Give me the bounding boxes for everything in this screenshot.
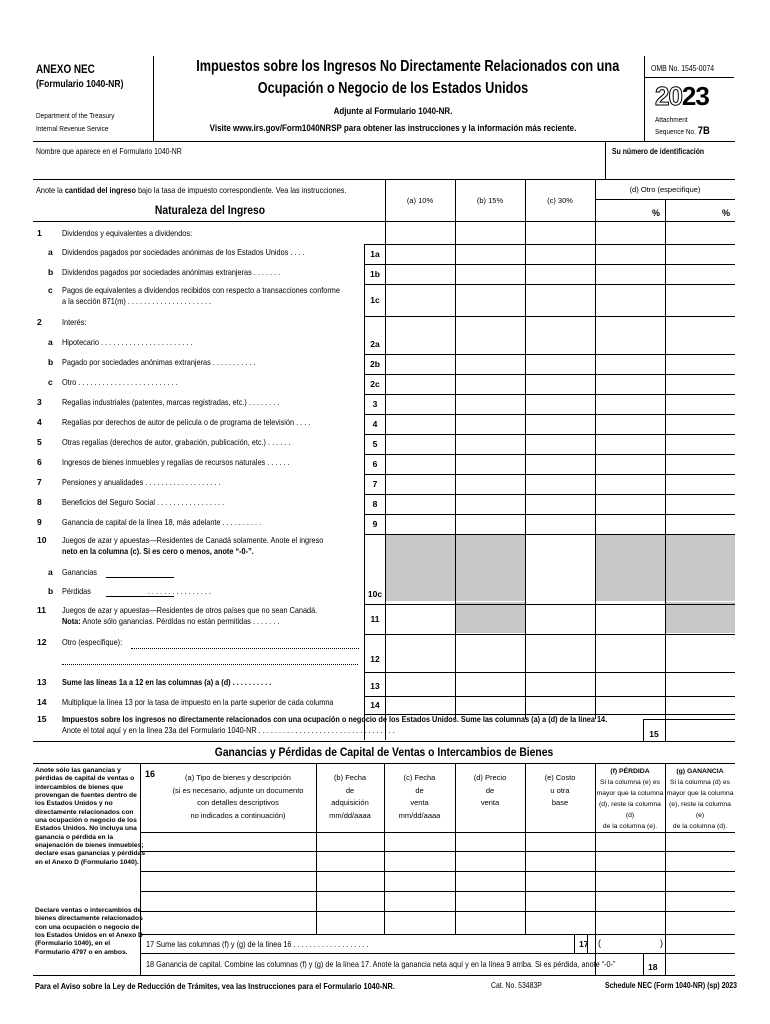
line17-paren-close: ) — [660, 938, 663, 948]
line-2a-col-b-input[interactable] — [456, 335, 524, 353]
line-1-text: Dividendos pagados por sociedades anónimas de los Estados Unidos . . . . — [62, 247, 305, 257]
line16-row5-col-g-input[interactable] — [666, 912, 735, 930]
line-1b-col-d1-input[interactable] — [596, 265, 664, 283]
line-6-col-d2-input[interactable] — [666, 455, 734, 473]
nature-of-income-heading: Naturaleza del Ingreso — [154, 203, 266, 217]
line-11-col-a-input[interactable] — [386, 605, 454, 633]
line-6-col-c-input[interactable] — [526, 455, 594, 473]
line-12-number: 7 — [37, 477, 42, 487]
line-2b-col-c-input[interactable] — [526, 355, 594, 373]
line-9-text: Regalías por derechos de autor de película o de programa de televisión . . . . — [62, 417, 311, 427]
col16c-header — [384, 772, 455, 822]
line16-row5-col-c-input[interactable] — [385, 912, 455, 930]
line16-row2-col-g-input[interactable] — [666, 852, 735, 870]
line-15-number: 10 — [37, 535, 47, 545]
cf-line: (d), reste la columna (d) — [599, 801, 661, 819]
line-6-col-a-input[interactable] — [386, 455, 454, 473]
line-3-text: Pagos de equivalentes a dividendos recibidos con respecto a transacciones conforme — [62, 285, 340, 295]
line-3-col-c-input[interactable] — [526, 395, 594, 413]
line-6-col-b-input[interactable] — [456, 455, 524, 473]
line-box-6: 6 — [372, 459, 378, 469]
line-1a-col-c-input[interactable] — [526, 245, 594, 263]
tax-year — [655, 82, 709, 110]
line-4-text: Interés: — [62, 317, 87, 327]
dept-irs: Internal Revenue Service — [36, 124, 109, 133]
footer-cat-no: Cat. No. 53483P — [491, 981, 542, 990]
line-1a-col-a-input[interactable] — [386, 245, 454, 263]
line16-row4-col-e-input[interactable] — [526, 892, 595, 910]
col-d-pct-1: % — [652, 208, 661, 218]
line16-row3-col-c-input[interactable] — [385, 872, 455, 890]
line-13-text: Beneficios del Seguro Social . . . . . . . . . . . . . . . . . — [62, 497, 225, 507]
line-8-col-d2-input[interactable] — [666, 495, 734, 513]
line-12-text: Pensiones y anualidades . . . . . . . . . . . . . . . . . . . — [62, 477, 221, 487]
line-8-col-d1-input[interactable] — [596, 495, 664, 513]
line16-row3-col-a-input[interactable] — [141, 872, 316, 890]
line-1c-col-d2-input[interactable] — [666, 285, 734, 315]
line-17-text: Pérdidas — [62, 586, 91, 596]
line-3-col-b-input[interactable] — [456, 395, 524, 413]
line16-row4-col-d-input[interactable] — [456, 892, 525, 910]
line-14-number: 9 — [37, 517, 42, 527]
line17-text: 17 Sume las columnas (f) y (g) de la línea 16 . . . . . . . . . . . . . . . . . . . — [146, 939, 369, 949]
side1-line: enajenación de bienes inmuebles; — [35, 842, 144, 850]
line-21-text: Multiplique la línea 13 por la tasa de impuesto en la parte superior de cada columna — [62, 697, 334, 707]
line-12-col-b-input[interactable] — [456, 647, 524, 671]
visit-instruction: Visite www.irs.gov/Form1040NRSP para obtener las instrucciones y la información más reciente. — [209, 123, 577, 134]
line-box-1b: 1b — [370, 269, 380, 279]
cd-line: (d) Precio — [473, 773, 507, 782]
line-box-2c: 2c — [370, 379, 380, 389]
line-13-col-a-input[interactable] — [386, 677, 454, 695]
cb-line: de — [345, 785, 355, 795]
col16d-header — [455, 772, 525, 810]
line16-row5-col-b-input[interactable] — [317, 912, 384, 930]
line16-row5-col-a-input[interactable] — [141, 912, 316, 930]
line-box-11: 11 — [370, 614, 380, 624]
footer-form-id: Schedule NEC (Form 1040-NR) (sp) 2023 — [605, 981, 737, 990]
name-field[interactable] — [36, 156, 604, 178]
line16-row4-col-g-input[interactable] — [666, 892, 735, 910]
line-7-col-d1-input[interactable] — [596, 475, 664, 493]
side2-line: bienes directamente relacionados — [35, 915, 143, 923]
line-9-col-d1-input[interactable] — [596, 515, 664, 533]
dept-treasury: Department of the Treasury — [36, 111, 115, 120]
line-16-text: Ganancias — [62, 567, 97, 577]
line17-loss-input[interactable] — [603, 936, 659, 951]
line-11-text: Ingresos de bienes inmuebles y regalías de recursos naturales . . . . . . — [62, 457, 290, 467]
line17-paren-open: ( — [598, 938, 601, 948]
line16-row4-col-c-input[interactable] — [385, 892, 455, 910]
line-7-text: Otro . . . . . . . . . . . . . . . . . . . . . . . . . — [62, 377, 178, 387]
col16b-header — [316, 772, 384, 822]
line-8-text: Regalías industriales (patentes, marcas registradas, etc.) . . . . . . . . — [62, 397, 280, 407]
line-15-text2: neto en la columna (c). Si es cero o menos, anote “-0-”. — [62, 546, 254, 556]
col-d-header: (d) Otro (especifique) — [629, 185, 701, 194]
line-4-col-d1-input[interactable] — [596, 415, 664, 433]
line-7-col-d2-input[interactable] — [666, 475, 734, 493]
form-title-line1: Impuestos sobre los Ingresos No Directamente Relacionados con una — [196, 58, 620, 75]
line-17-number: b — [48, 586, 54, 596]
line-2c-col-d2-input[interactable] — [666, 375, 734, 393]
line-box-12: 12 — [370, 654, 380, 664]
line-22-text: Impuestos sobre los ingresos no directamente relacionados con una ocupación o negocio de los Estados Unidos. Sume las columnas (a) a (d) de la línea 14. — [62, 714, 608, 724]
line16-row1-col-e-input[interactable] — [526, 833, 595, 851]
attach-instruction: Adjunte al Formulario 1040-NR. — [333, 106, 453, 117]
omb-number: OMB No. 1545-0074 — [651, 64, 715, 73]
tax-year-outline: 20 — [655, 81, 682, 111]
line-18-text2: Nota: Anote sólo ganancias. Pérdidas no están permitidas . . . . . . . — [62, 616, 280, 626]
line-14-col-a-input[interactable] — [386, 697, 454, 713]
line-1a-col-b-input[interactable] — [456, 245, 524, 263]
cc-line: (c) Fecha — [403, 773, 436, 782]
line-box-8: 8 — [372, 499, 378, 509]
line-3-col-d1-input[interactable] — [596, 395, 664, 413]
cc-line: de — [415, 785, 424, 795]
form-name: ANEXO NEC — [36, 64, 95, 76]
line-2b-col-d1-input[interactable] — [596, 355, 664, 373]
line16-row4-col-a-input[interactable] — [141, 892, 316, 910]
line16-row5-col-f-input[interactable] — [596, 912, 665, 930]
cf-line: de la columna (e). — [602, 823, 658, 830]
line-1c-col-d1-input[interactable] — [596, 285, 664, 315]
line-13-col-d1-input[interactable] — [596, 677, 664, 695]
line-4-number: 2 — [37, 317, 42, 327]
line-15-total-input[interactable] — [666, 720, 734, 740]
line-2-text: Dividendos pagados por sociedades anónimas extranjeras . . . . . . . — [62, 267, 281, 277]
line-11-col-d2-input[interactable] — [666, 605, 734, 633]
line-box-3: 3 — [372, 399, 378, 409]
line-3-col-d2-input[interactable] — [666, 395, 734, 413]
col-a-header: (a) 10% — [406, 196, 434, 205]
line-4-col-b-input[interactable] — [456, 415, 524, 433]
line16-row1-col-a-input[interactable] — [141, 833, 316, 851]
line-8-col-a-input[interactable] — [386, 495, 454, 513]
line-1c-col-b-input[interactable] — [456, 285, 524, 315]
line-7-col-c-input[interactable] — [526, 475, 594, 493]
line16-number: 16 — [145, 769, 156, 779]
line-7-col-b-input[interactable] — [456, 475, 524, 493]
line-11-col-d1-input[interactable] — [596, 605, 664, 633]
line-18-number: 11 — [37, 605, 46, 615]
side2-line: Formulario 4797 o en ambos. — [35, 948, 128, 956]
cg-line: mayor que la columna — [666, 790, 734, 797]
cb-line: (b) Fecha — [333, 773, 367, 782]
side1-line: intercambios de bienes que — [35, 783, 124, 791]
line-12-col-c-input[interactable] — [526, 647, 594, 671]
col-d-rate-1-input[interactable] — [596, 201, 648, 217]
line-9-number: 4 — [37, 417, 42, 427]
line-12-col-d2-input[interactable] — [666, 647, 734, 671]
ca-line: no indicados a continuación) — [190, 810, 286, 820]
line-17-text2: . . . . . . . . . . . . . . . . — [148, 586, 211, 596]
line-8-col-b-input[interactable] — [456, 495, 524, 513]
line16-row2-col-f-input[interactable] — [596, 852, 665, 870]
line-box-9: 9 — [372, 519, 378, 529]
line-9-col-c-input[interactable] — [526, 515, 594, 533]
line-8-col-c-input[interactable] — [526, 495, 594, 513]
line-box-1a: 1a — [370, 249, 380, 259]
side1-line: Estados Unidos. No incluya una — [35, 825, 137, 833]
line-5-col-b-input[interactable] — [456, 435, 524, 453]
part1-instructions: Anote la cantidad del ingreso bajo la tasa de impuesto correspondiente. Vea las instrucciones. — [36, 185, 347, 195]
ce-line: base — [551, 798, 569, 807]
line-13-number: 8 — [37, 497, 42, 507]
col16g-header — [665, 766, 735, 832]
line-5-col-d2-input[interactable] — [666, 435, 734, 453]
side1-line: pérdidas de capital de ventas o — [35, 775, 135, 783]
line-5-col-a-input[interactable] — [386, 435, 454, 453]
line-1b-col-a-input[interactable] — [386, 265, 454, 283]
cg-line: (g) GANANCIA — [676, 768, 724, 775]
line-7-number: c — [48, 377, 53, 387]
line-6-col-d1-input[interactable] — [596, 455, 664, 473]
line-14-col-d1-input[interactable] — [596, 697, 664, 713]
line-6-number: b — [48, 357, 54, 367]
cg-line: de la columna (d). — [672, 823, 728, 830]
line-2-number: b — [48, 267, 54, 277]
line-3-text2: a la sección 871(m) . . . . . . . . . . . . . . . . . . . . . — [62, 296, 212, 306]
cd-line: venta — [480, 798, 500, 807]
line-4-col-d2-input[interactable] — [666, 415, 734, 433]
line16-row1-col-f-input[interactable] — [596, 833, 665, 851]
line16-row5-col-d-input[interactable] — [456, 912, 525, 930]
line-8-number: 3 — [37, 397, 42, 407]
col16a-header — [160, 772, 316, 822]
line10a-gain-input[interactable] — [106, 566, 174, 577]
line-4-col-c-input[interactable] — [526, 415, 594, 433]
line16-row1-col-c-input[interactable] — [385, 833, 455, 851]
line17-box: 17 — [579, 939, 589, 949]
cc-line: mm/dd/aaaa — [398, 810, 441, 820]
line12-specify-input-1[interactable] — [131, 636, 359, 648]
line17-gain-input[interactable] — [666, 936, 734, 951]
line-9-col-d2-input[interactable] — [666, 515, 734, 533]
side2-line: (Formulario 1040), en el — [35, 940, 111, 948]
line-2b-col-d2-input[interactable] — [666, 355, 734, 373]
cf-line: Si la columna (e) es — [599, 779, 661, 786]
side1-line: Anote sólo las ganancias y — [35, 767, 121, 774]
line-14-col-c-input[interactable] — [526, 697, 594, 713]
ce-line: u otra — [550, 785, 570, 795]
line-19-number: 12 — [37, 637, 47, 647]
line-1a-col-d2-input[interactable] — [666, 245, 734, 263]
form-subtitle: (Formulario 1040-NR) — [36, 79, 124, 90]
line-box-10c: 10c — [367, 589, 383, 599]
side1-line: una ocupación o negocio de los — [35, 817, 137, 825]
line-box-14: 14 — [370, 700, 380, 710]
line-2a-col-c-input[interactable] — [526, 335, 594, 353]
col-b-header: (b) 15% — [476, 196, 504, 205]
line-box-5: 5 — [372, 439, 378, 449]
line-15-text: Juegos de azar y apuestas—Residentes de Canadá solamente. Anote el ingreso — [62, 535, 324, 545]
cb-line: mm/dd/aaaa — [329, 810, 371, 820]
line-10c-col-a-input[interactable] — [386, 585, 454, 603]
side2-line: los Estados Unidos en el Anexo D — [35, 932, 143, 940]
side1-line: provengan de fuentes dentro de — [35, 792, 137, 800]
col-c-header: (c) 30% — [547, 196, 573, 205]
line-box-2b: 2b — [370, 359, 380, 369]
line-12-col-d1-input[interactable] — [596, 647, 664, 671]
col-d-rate-2-input[interactable] — [666, 201, 718, 217]
line-14-col-b-input[interactable] — [456, 697, 524, 713]
line-1a-col-d1-input[interactable] — [596, 245, 664, 263]
line-2b-col-b-input[interactable] — [456, 355, 524, 373]
side2-line: Declare ventas o intercambios de — [35, 907, 142, 914]
ca-line: (a) Tipo de bienes y descripción — [185, 773, 291, 782]
side2-line: con una ocupación o negocio de — [35, 923, 140, 931]
side1-line: ganancia o pérdida en la — [35, 833, 114, 841]
part2-title: Ganancias y Pérdidas de Capital de Ventas o Intercambios de Bienes — [214, 745, 554, 759]
line-1c-col-c-input[interactable] — [526, 285, 594, 315]
part2-side-note-2 — [35, 907, 143, 957]
line-10c-col-c-input[interactable] — [526, 585, 594, 603]
line-box-15: 15 — [649, 729, 659, 739]
line-20-text: Sume las líneas 1a a 12 en las columnas (a) a (d) . . . . . . . . . . — [62, 677, 272, 687]
line-box-4: 4 — [372, 419, 378, 429]
line-10-number: 5 — [37, 437, 42, 447]
col-d-pct-2: % — [722, 208, 731, 218]
line16-row2-col-b-input[interactable] — [317, 852, 384, 870]
line-3-number: c — [48, 285, 53, 295]
line-21-number: 14 — [37, 697, 47, 707]
line-2c-col-c-input[interactable] — [526, 375, 594, 393]
side1-line: directamente relacionados con — [35, 808, 134, 816]
line-box-1c: 1c — [370, 295, 380, 305]
line-10c-col-b-input[interactable] — [456, 585, 524, 603]
line16-row4-col-b-input[interactable] — [317, 892, 384, 910]
line-0-text: Dividendos y equivalentes a dividendos: — [62, 228, 193, 238]
line-18-text: Juegos de azar y apuestas—Residentes de otros países que no sean Canadá. — [62, 605, 318, 615]
part2-side-note-1 — [35, 767, 145, 867]
line-14-text: Ganancia de capital de la línea 18, más adelante . . . . . . . . . . — [62, 517, 262, 527]
side1-line: los Estados Unidos y no — [35, 800, 113, 808]
line16-row1-col-g-input[interactable] — [666, 833, 735, 851]
id-label: Su número de identificación — [612, 147, 705, 156]
line-2b-col-a-input[interactable] — [386, 355, 454, 373]
line-10c-col-d2-input[interactable] — [666, 585, 734, 603]
line-box-2a: 2a — [370, 339, 380, 349]
attachment-label: Attachment — [655, 115, 688, 124]
line-6-text: Pagado por sociedades anónimas extranjeras . . . . . . . . . . . — [62, 357, 256, 367]
cg-line: Si la columna (d) es — [669, 779, 731, 786]
line-5-col-c-input[interactable] — [526, 435, 594, 453]
line16-row1-col-d-input[interactable] — [456, 833, 525, 851]
line-13-col-b-input[interactable] — [456, 677, 524, 695]
line-14-col-d2-input[interactable] — [666, 697, 734, 713]
line-1b-col-c-input[interactable] — [526, 265, 594, 283]
line16-row5-col-e-input[interactable] — [526, 912, 595, 930]
line-20-number: 13 — [37, 677, 47, 687]
line-1-number: a — [48, 247, 53, 257]
line-5-text: Hipotecario . . . . . . . . . . . . . . . . . . . . . . . — [62, 337, 193, 347]
line-5-number: a — [48, 337, 53, 347]
line-2c-col-b-input[interactable] — [456, 375, 524, 393]
ca-line: (si es necesario, adjunte un documento — [172, 785, 304, 795]
cg-line: (e), reste la columna (e) — [669, 801, 731, 819]
line-2c-col-a-input[interactable] — [386, 375, 454, 393]
line-2a-col-d1-input[interactable] — [596, 335, 664, 353]
line-2a-col-d2-input[interactable] — [666, 335, 734, 353]
line-box-7: 7 — [372, 479, 378, 489]
side1-line: declare esas ganancias y pérdidas — [35, 850, 146, 858]
line16-row3-col-e-input[interactable] — [526, 872, 595, 890]
line-13-col-c-input[interactable] — [526, 677, 594, 695]
line16-row3-col-f-input[interactable] — [596, 872, 665, 890]
form-title-line2: Ocupación o Negocio de los Estados Unidos — [257, 80, 529, 97]
line-9-col-a-input[interactable] — [386, 515, 454, 533]
cd-line: de — [485, 785, 495, 795]
line-16-number: a — [48, 567, 53, 577]
ca-line: con detalles descriptivos — [197, 798, 279, 807]
line-11-col-c-input[interactable] — [526, 605, 594, 633]
line-22-text2: Anote el total aquí y en la línea 23a del Formulario 1040-NR . . . . . . . . . . . . . . . . . . . . . . . . . . . . . . . . . . — [62, 725, 395, 735]
line16-row3-col-d-input[interactable] — [456, 872, 525, 890]
line16-row1-col-b-input[interactable] — [317, 833, 384, 851]
line-10c-col-d1-input[interactable] — [596, 585, 664, 603]
line16-row4-col-f-input[interactable] — [596, 892, 665, 910]
line-11-number: 6 — [37, 457, 42, 467]
name-label: Nombre que aparece en el Formulario 1040-NR — [36, 147, 182, 156]
line18-text: 18 Ganancia de capital. Combine las columnas (f) y (g) de la línea 17. Anote la ganancia neta aquí y en la línea 9 arriba. Si es pérdida, anote “-0-” — [146, 959, 616, 969]
line-11-col-b-input[interactable] — [456, 605, 524, 633]
line16-row2-col-a-input[interactable] — [141, 852, 316, 870]
line12-specify-input-2[interactable] — [62, 652, 358, 664]
line-box-13: 13 — [370, 681, 380, 691]
line16-row2-col-d-input[interactable] — [456, 852, 525, 870]
line-1b-col-d2-input[interactable] — [666, 265, 734, 283]
side1-line: en el Anexo D (Formulario 1040). — [35, 858, 139, 866]
line-4-col-a-input[interactable] — [386, 415, 454, 433]
line16-row2-col-e-input[interactable] — [526, 852, 595, 870]
line-19-text: Otro (especifique): — [62, 637, 123, 647]
line16-row2-col-c-input[interactable] — [385, 852, 455, 870]
line-1c-col-a-input[interactable] — [386, 285, 454, 315]
footer-notice: Para el Aviso sobre la Ley de Reducción de Trámites, vea las Instrucciones para el Formulario 1040-NR. — [35, 981, 395, 991]
ce-line: (e) Costo — [544, 773, 576, 782]
line-5-col-d1-input[interactable] — [596, 435, 664, 453]
cf-line: mayor que la columna — [596, 790, 664, 797]
tax-year-bold: 23 — [681, 81, 709, 111]
line-13-col-d2-input[interactable] — [666, 677, 734, 695]
line-9-col-b-input[interactable] — [456, 515, 524, 533]
line18-gain-input[interactable] — [666, 955, 734, 973]
line-10-text: Otras regalías (derechos de autor, grabación, publicación, etc.) . . . . . . — [62, 437, 291, 447]
line-3-col-a-input[interactable] — [386, 395, 454, 413]
line-2c-col-d1-input[interactable] — [596, 375, 664, 393]
line-2a-col-a-input[interactable] — [386, 335, 454, 353]
line-0-number: 1 — [37, 228, 42, 238]
line16-row3-col-b-input[interactable] — [317, 872, 384, 890]
cf-line: (f) PÉRDIDA — [610, 768, 650, 775]
id-number-field[interactable] — [612, 157, 732, 177]
line10b-loss-input[interactable] — [106, 585, 174, 596]
line-7-col-a-input[interactable] — [386, 475, 454, 493]
line16-row3-col-g-input[interactable] — [666, 872, 735, 890]
line-12-col-a-input[interactable] — [386, 647, 454, 671]
col16f-header — [595, 766, 665, 832]
col16e-header — [525, 772, 595, 810]
cb-line: adquisición — [331, 798, 369, 807]
line-1b-col-b-input[interactable] — [456, 265, 524, 283]
sequence-label: Sequence No. 7B — [655, 125, 710, 137]
line18-box: 18 — [648, 962, 658, 972]
line-22-number: 15 — [37, 714, 47, 724]
cc-line: venta — [410, 798, 429, 807]
